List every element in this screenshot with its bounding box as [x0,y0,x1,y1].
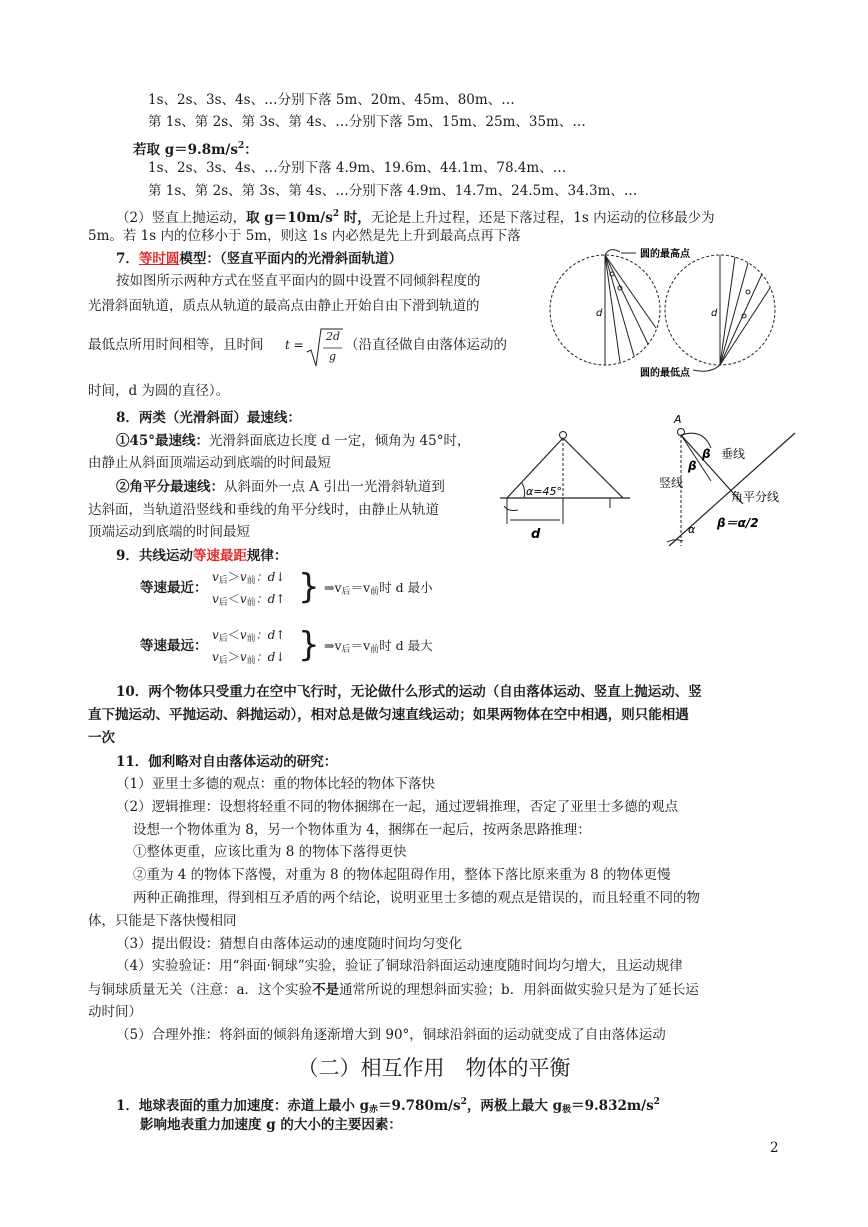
arrow-down: ↓ [275,650,286,664]
subscript: 前 [246,598,256,608]
text: ： [244,142,258,158]
text-line [88,335,264,355]
text-line: 两种正确推理，得到相互矛盾的两个结论，说明亚里士多德的观点是错误的，而且轻重不同的物 [133,890,700,906]
emphasis-text: 不是 [312,982,340,998]
text-line [116,204,715,228]
subscript: 前 [246,634,256,644]
text: ⇒v [324,638,342,653]
label-alpha: α [688,523,696,536]
text: 时 d 最大 [379,638,433,653]
text: 模型：（竖直平面内的光滑斜面轨道） [179,251,403,267]
symbol: v [239,592,247,606]
subscript: 后 [218,656,228,666]
text-line: 由静止从斜面顶端运动到底端的时间最短 [88,455,331,471]
text-line: （1）亚里士多德的观点：重的物体比轻的物体下落快 [116,776,436,792]
superscript: 2 [332,209,340,219]
label-beta: β [688,459,697,473]
text: 光滑斜面底边长度 d 一定，倾角为 45°时， [209,433,471,449]
symbol: v [212,628,219,642]
text-line: 设想一个物体重为 8，另一个物体重为 4，捆绑在一起后，按两条思路推理： [133,822,591,838]
equal-time-circle-figure [548,246,788,380]
subscript: 后 [218,634,228,644]
rule-result [324,578,433,602]
text: 规律： [246,548,288,564]
text: 从斜面外一点 A 引出一光滑斜轨道到 [224,479,445,495]
symbol: v [212,650,219,664]
text: 无论是上升过程，还是下落过程，1s 内运动的位移最少为 [370,210,715,226]
text: 若取 g＝9.8m/s [133,142,238,158]
symbol: ＜ [227,628,240,642]
formula-denominator: g [329,350,337,363]
text-line [133,136,258,160]
arrow-down: ↓ [275,570,286,584]
text: ⇒v [324,580,342,595]
text: 最低点所用时间相等，且时间 [88,337,264,353]
text-line: 体，只能是下落快慢相同 [88,913,237,929]
text: ：d [255,592,276,606]
label-d: d [711,308,718,319]
rule-result [324,636,433,660]
text: 与铜球质量无关（注意：a．这个实验 [88,982,313,998]
text: ②角平分最速线： [116,479,224,495]
label-d: d [531,527,541,542]
subscript: 赤 [369,1105,379,1115]
highlight-text: 等速最距 [192,548,247,564]
formula-t: t = [285,338,304,352]
text: ：d [255,628,276,642]
superscript: 2 [653,1097,660,1107]
subscript: 后 [341,645,351,655]
text-line [88,980,699,1000]
text: （2）竖直上抛运动， [116,210,247,226]
text: 取 g＝10m/s [246,210,333,226]
text-line: 第 1s、第 2s、第 3s、第 4s、…分别下落 4.9m、14.7m、24.5m、34.3m、… [148,183,638,199]
formula-numerator: 2d [326,330,341,343]
text-line: 影响地表重力加速度 g 的大小的主要因素： [140,1117,402,1133]
text-line: （3）提出假设：猜想自由落体运动的速度随时间均匀变化 [116,936,463,952]
text-line: 动时间） [88,1004,142,1020]
label-d: d [596,308,603,319]
rule-line [212,625,285,649]
label-vertical: 竖线 [659,476,684,490]
subscript: 后 [218,576,228,586]
text-line: （5）合理外推：将斜面的倾斜角逐渐增大到 90°，铜球沿斜面的运动就变成了自由落体运动 [116,1027,666,1043]
text-line: 一次 [88,730,115,746]
superscript: 2 [237,141,245,151]
text-line: ②重为 4 的物体下落慢，对重为 8 的物体起阻碍作用，整体下落比原来重为 8 的物体更慢 [133,867,671,883]
rule-line [212,567,285,591]
text-line: （4）实验验证：用“斜面·铜球”实验，验证了铜球沿斜面运动速度随时间均匀增大，且运动规律 [116,958,683,974]
subscript: 后 [218,598,228,608]
symbol: v [239,650,247,664]
superscript: 2 [460,1097,467,1107]
label-perpendicular: 垂线 [721,447,746,461]
text: 时， [339,210,371,226]
symbol: v [239,628,247,642]
text: ＝v [350,580,371,595]
subscript: 前 [246,576,256,586]
rule-label-near: 等速最近： [140,580,208,596]
text: 1．地球表面的重力加速度：赤道上最小 g [116,1098,370,1114]
highlight-text: 等时圆 [138,251,180,267]
chord [720,288,770,365]
label-relation: β＝α/2 [717,516,759,530]
rule-line [212,647,285,671]
text: 7． [116,251,139,267]
label-beta: β [702,447,711,461]
symbol: v [212,592,219,606]
text-line: 10．两个物体只受重力在空中飞行时，无论做什么形式的运动（自由落体运动、竖直上抛运动、竖 [116,684,702,700]
text: ，两极上最大 g [466,1098,563,1114]
right-brace: } [298,567,320,607]
text: 时 d 最小 [379,580,433,595]
symbol: v [212,570,219,584]
section-title [116,249,402,269]
angle-bisector-figure [645,408,805,558]
text-line: （2）逻辑推理：设想将轻重不同的物体捆绑在一起，通过逻辑推理，否定了亚里士多德的观点 [116,799,679,815]
text: ＝9.832m/s [571,1098,654,1114]
text: ＝9.780m/s [378,1098,461,1114]
text-line: 直下抛运动、平抛运动、斜抛运动），相对总是做匀速直线运动；如果两物体在空中相遇，则只能相遇 [88,707,689,723]
label-alpha: α=45° [526,485,562,498]
text-line: 顶端运动到底端的时间最短 [88,524,250,540]
subscript: 极 [562,1105,572,1115]
label-bisector: 角平分线 [731,490,780,504]
arrow-up: ↑ [275,628,286,642]
subscript: 前 [370,645,380,655]
symbol: ＞ [227,650,240,664]
part-heading: （二）相互作用 物体的平衡 [297,1056,571,1080]
text-line: ①整体更重，应该比重为 8 的物体下落得更快 [133,844,407,860]
text-line: 1s、2s、3s、4s、…分别下落 4.9m、19.6m、44.1m、78.4m、… [148,160,567,176]
text-line: 5m。若 1s 内的位移小于 5m，则这 1s 内必然是先上升到最高点再下落 [88,228,521,244]
right-brace: } [298,625,320,665]
text-line: 1s、2s、3s、4s、…分别下落 5m、20m、45m、80m、… [148,92,515,108]
text-line: 光滑斜面轨道，质点从轨道的最高点由静止开始自由下滑到轨道的 [88,298,480,314]
text-line: 按如图所示两种方式在竖直平面内的圆中设置不同倾斜程度的 [116,273,481,289]
section-title: 8．两类（光滑斜面）最速线： [116,410,301,426]
chord [605,255,656,328]
text-line: 时间，d 为圆的直径）。 [88,383,230,399]
text-line [116,431,471,451]
subscript: 前 [370,587,380,597]
text-line [116,477,445,497]
text: ：d [255,570,276,584]
subscript: 前 [246,656,256,666]
text-line: （沿直径做自由落体运动的 [345,337,507,353]
page-number: 2 [770,1140,779,1156]
label-top-point: 圆的最高点 [640,249,690,260]
formula [285,326,345,370]
section-title [116,546,287,566]
text: ：d [255,650,276,664]
text: ①45°最速线： [116,433,210,449]
rule-line [212,589,285,613]
symbol: ＜ [227,592,240,606]
label-bottom-point: 圆的最低点 [640,368,690,379]
text: 9．共线运动 [116,548,193,564]
arrow-up: ↑ [275,592,286,606]
text-line: 达斜面，当轨道沿竖线和垂线的角平分线时，由静止从轨道 [88,502,439,518]
rule-label-far: 等速最远： [140,638,208,654]
text: ＝v [350,638,371,653]
incline-45-figure [500,428,640,544]
text-line: 第 1s、第 2s、第 3s、第 4s、…分别下落 5m、15m、25m、35m、… [148,114,586,130]
label-A: A [674,413,682,426]
section-title: 11．伽利略对自由落体运动的研究： [116,754,338,770]
symbol: ＞ [227,570,240,584]
text: 通常所说的理想斜面实验；b．用斜面做实验只是为了延长运 [339,982,699,998]
symbol: v [239,570,247,584]
subscript: 后 [341,587,351,597]
